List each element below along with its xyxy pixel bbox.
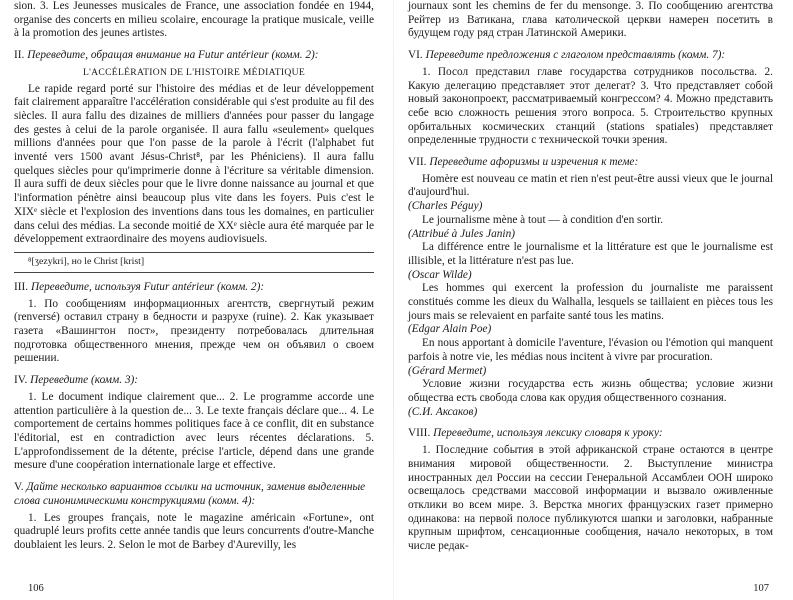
section-number: III. [14, 280, 29, 293]
section-6-body: 1. Посол представил главе государства сотрудников посольства. 2. Какую делегацию представляет этот делегат? 3. Что представляет собой новый законопроект, рассматриваемый конгрессом? 4. Можно представить себе всю сложность решения этого вопроса. 5. Строительство крупных орбитальных космических станций (stations spatiales) представляет определенные трудности с технической точки зрения. [408, 65, 773, 147]
section-2-body: Le rapide regard porté sur l'histoire des médias et de leur développement fait clairement apparaître l'accélération considérable qui s'est produite au fil des siècles. Il aura fallu des dizaines de milliers d'années pour passer du langage des gestes à celui de la parole organisée. Il aura fallu «seulement» quelques millions d'années pour que l'on passe de la parole à l'écrit (l'alphabet fut inventé vers 1500 avant Jésus-Christ⁸, par les Phéniciens). Il aura fallu quelques siècles pour qu'imprimerie donne à l'écriture sa véritable dimension. Il aura suffi de deux siècles pour que le livre donne naissance au journal et que l'information pénètre ainsi beaucoup plus vite dans les foyers. Puis c'est le XIXᵉ siècle et l'explosion des inventions dans tous les domaines, en particulier dans celui des médias. La seconde moitié de XXᵉ siècle aura été marquée par le développement extraordinaire des moyens audiovisuels. [14, 82, 374, 246]
section-number: VII. [408, 156, 427, 169]
section-number: II. [14, 49, 25, 62]
section-3-body: 1. По сообщениям информационных агентств, свергнутый режим (renversé) оставил страну в бедности и разрухе (ruine). 2. Как указывает газета «Вашингтон пост», президенту потребовалась длительная подготовка общественного мнения, прежде чем он объявил о своем решении. [14, 297, 374, 365]
section-5-body: 1. Les groupes français, note le magazine américain «Fortune», ont quadruplé leurs profits cette année tandis que leurs concurrents d'outre-Manche doublaient les leurs. 2. Selon le mot de Barbey d'Aurevilly, les [14, 511, 374, 551]
section-4-body: 1. Le document indique clairement que... 2. Le programme accorde une attention particulière à la question de... 3. Le texte français déclare que... 4. Le comportement de certains hommes politiques face à ce conflit, dit en substance l'éditorial, est en contradiction avec leurs récentes déclarations. 5. L'approfondissement de la détente, précise l'article, dépend dans une grande mesure d'une coopération internationale large et effective. [14, 390, 374, 472]
section-instruction: Переведите, используя лексику словаря к уроку: [433, 427, 663, 440]
quote-text: Les hommes qui exercent la profession du journaliste me paraissent constitués comme les dieux du Walhalla, lesquels se taillaient en pièces tous les jours mais se relevaient en parfaite santé tous les matins. [408, 282, 773, 322]
quote-author: (Edgar Alain Poe) [408, 323, 492, 336]
section-8-heading [408, 427, 773, 441]
quote-text: Условие жизни государства есть жизнь общества; условие жизни общества есть свобода слова как орудия общественного сознания. [408, 378, 773, 404]
section-instruction: Переведите предложения с глаголом представлять (комм. 7): [425, 49, 726, 62]
section-instruction: Переведите афоризмы и изречения к теме: [429, 156, 639, 169]
quote-author: (Gérard Mermet) [408, 364, 487, 377]
section-8-body: 1. Последние события в этой африканской стране остаются в центре внимания мировой общественности. 2. Выступление министра иностранных дел России на сессии Генеральной Ассамблеи ООН широко освещалось средствами массовой информации и вызвало оживленные отклики во всем мире. 3. Верстка многих французских газет примерно одинакова: на первой полосе публикуются шапки и заголовки, набранные крупным шрифтом, сенсационные сообщения, начало некоторых, в том числе редак- [408, 444, 773, 553]
section-3-heading [14, 281, 374, 295]
section-divider [14, 272, 374, 273]
quote-text: Le journalisme mène à tout — à condition d'en sortir. [422, 213, 664, 226]
section-instruction: Переведите, используя Futur antérieur (комм. 2): [30, 280, 265, 293]
left-intro-paragraph: sion. 3. Les Jeunesses musicales de France, une association fondée en 1944, organise des concerts en milieu scolaire, encourage la pratique musicale, veille à la promotion des jeunes artistes. [14, 0, 374, 40]
page-number-right: 107 [753, 583, 769, 595]
section-5-heading [14, 481, 374, 508]
book-gutter [393, 0, 394, 600]
section-instruction: Дайте несколько вариантов ссылки на источник, заменив выделенные слова синонимическими конструкциями (комм. 4): [14, 481, 366, 507]
section-4-heading [14, 374, 374, 388]
right-intro-paragraph: journaux sont les chemins de fer du mensonge. 3. По сообщению агентства Рейтер из Ватикана, глава католической церкви намерен посетить в будущем году ряд стран Латинской Америки. [408, 0, 773, 40]
quote-text: La différence entre le journalisme et la littérature est que le journalisme est illisible, et la littérature n'est pas lue. [408, 241, 773, 267]
right-page [408, 0, 773, 600]
quote-text: En nous apportant à domicile l'aventure, l'évasion ou l'émotion qui manquent parfois à notre vie, les médias nous incitent à vivre par procuration. [408, 337, 773, 363]
section-2-heading [14, 49, 374, 63]
text-title: L'ACCÉLÉRATION DE L'HISTOIRE MÉDIATIQUE [82, 66, 306, 78]
quote-author: (Charles Péguy) [408, 200, 483, 213]
section-number: VIII. [408, 427, 431, 440]
page-number-left: 106 [28, 583, 44, 595]
footnote-rule [14, 252, 374, 253]
footnote: ⁸[ʒezykri], но le Christ [krist] [28, 255, 145, 267]
quote-author: (Attribué à Jules Janin) [408, 227, 515, 240]
section-instruction: Переведите, обращая внимание на Futur antérieur (комм. 2): [27, 49, 319, 62]
section-number: V. [14, 481, 24, 494]
section-7-heading [408, 156, 773, 170]
quote-text: Homère est nouveau ce matin et rien n'est peut-être aussi vieux que le journal d'aujourd'hui. [408, 172, 773, 199]
section-instruction: Переведите (комм. 3): [30, 374, 139, 387]
quote-author: (С.И. Аксаков) [408, 405, 478, 418]
quote-author: (Oscar Wilde) [408, 268, 472, 281]
left-page [14, 0, 374, 600]
section-number: IV. [14, 374, 28, 387]
section-number: VI. [408, 49, 423, 62]
section-6-heading [408, 49, 773, 63]
